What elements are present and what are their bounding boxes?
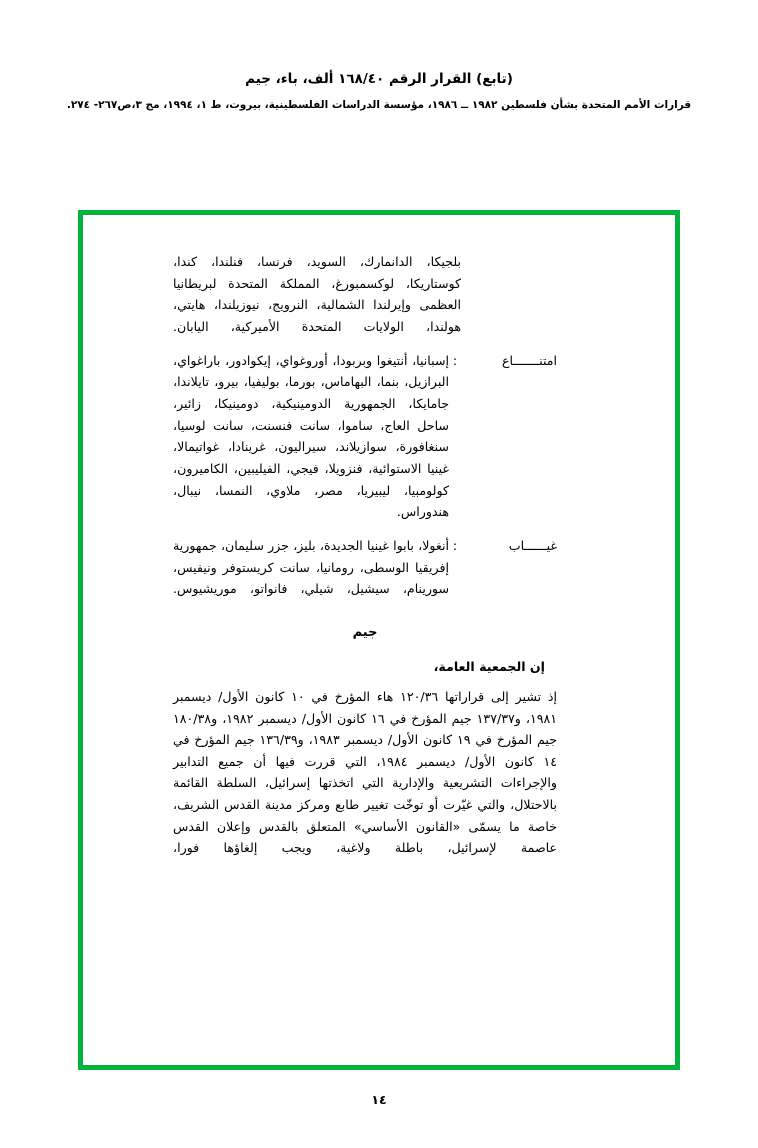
absent-colon: : — [452, 537, 458, 553]
absent-block — [173, 535, 557, 600]
spacer — [173, 525, 557, 535]
section-letter-heading: جيم — [352, 624, 378, 640]
page-number: ١٤ — [371, 1092, 387, 1107]
preamble-paragraph-1: إذ تشير إلى قراراتها ١٢٠/٣٦ هاء المؤرخ في ١٠ كانون الأول/ ديسمبر ١٩٨١، و١٣٧/٣٧ جيم المؤرخ في ١٦ كانون الأول/ ديسمبر ١٩٨٢، و١٨٠/٣٨ جيم المؤرخ في ١٩ كانون الأول/ ديسمبر ١٩٨٣، و١٣٦/٣٩ جيم المؤرخ في ١٤ كانون الأول/ ديسمبر ١٩٨٤، التي قررت فيها أن جميع التدابير والإجراءات التشريعية والإدارية التي اتخذتها إسرائيل، السلطة القائمة بالاحتلال، والتي غيّرت أو توخّت تغيير طابع ومركز مدينة القدس الشريف، خاصة ما يسمّى «القانون الأساسي» المتعلق بالقدس وإعلان القدس عاصمة لإسرائيل، باطلة ولاغية، ويجب إلغاؤها فورا، — [173, 688, 558, 856]
document-body — [173, 251, 557, 861]
page-title: (تابع) القرار الرقم ١٦٨/٤٠ ألف، باء، جيم — [245, 71, 513, 87]
page-header — [0, 70, 758, 113]
abstain-label: امتنـــــــاع — [501, 352, 557, 368]
absent-country-list: أنغولا، بابوا غينيا الجديدة، بليز، جزر سليمان، جمهورية إفريقيا الوسطى، رومانيا، سانت كريستوفر ونيفيس، سورينام، سيشيل، شيلي، فانواتو، موريشيوس. — [173, 537, 449, 597]
abstain-country-list: إسبانيا، أنتيغوا وبربودا، أوروغواي، إيكوادور، باراغواي، البرازيل، بنما، البهاماس، بورما، بوليفيا، بيرو، تايلاندا، جامايكا، الجمهورية الدومينيكية، دومينيكا، زائير، ساحل العاج، ساموا، سانت فنسنت، سانت لوسيا، سنغافورة، سوازيلاند، سيراليون، غرينادا، غواتيمالا، غينيا الاستوائية، فنزويلا، فيجي، الفيليبين، الكاميرون، كولومبيا، ليبيريا، مصر، ملاوي، النمسا، نيبال، هندوراس. — [173, 352, 449, 520]
document-page — [0, 70, 758, 1148]
continued-country-list: بلجيكا، الدانمارك، السويد، فرنسا، فنلندا، كندا، كوستاريكا، لوكسمبورغ، المملكة المتحدة لبريطانيا العظمى وإيرلندا الشمالية، النرويج، نيوزيلندا، هايتي، هولندا، الولايات المتحدة الأميركية، اليابان. — [173, 254, 461, 334]
green-border-frame — [78, 210, 680, 1070]
organ-line: إن الجمعية العامة، — [433, 659, 545, 675]
source-citation: قرارات الأمم المتحدة بشأن فلسطين ١٩٨٢ ــ ١٩٨٦، مؤسسة الدراسات الفلسطينية، بيروت، ط ١، ١٩٩٤، مج ٣،ص٢٦٧- ٢٧٤. — [66, 98, 692, 111]
abstain-colon: : — [452, 352, 458, 368]
absent-label: غيــــــاب — [508, 537, 557, 553]
spacer — [173, 340, 557, 350]
abstain-block — [173, 350, 557, 523]
